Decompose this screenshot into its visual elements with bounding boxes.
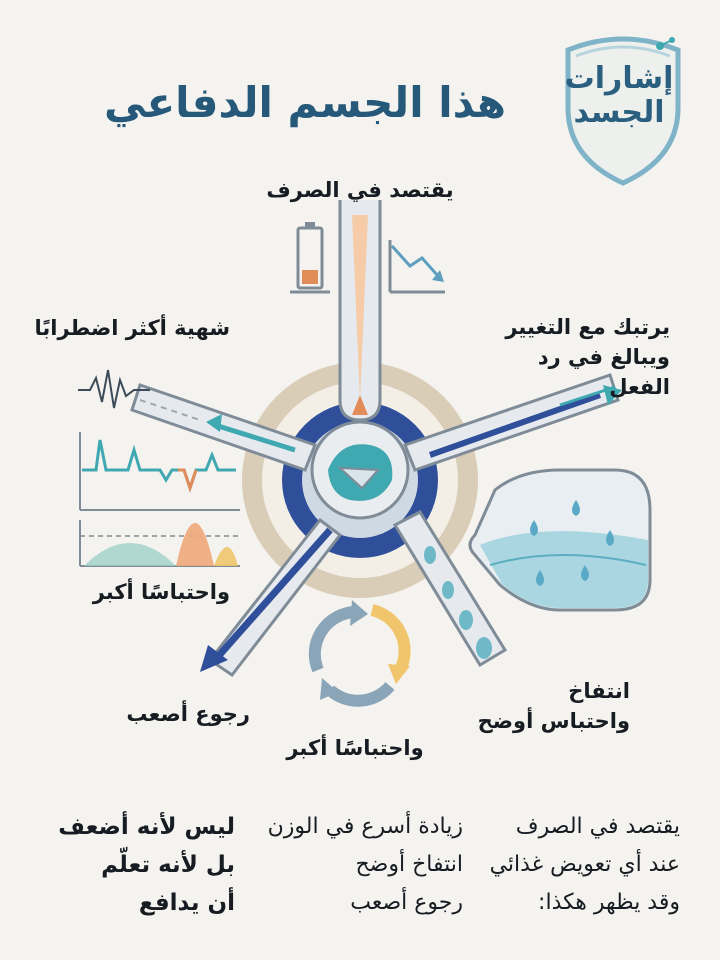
label-bottom-center: واحتباسًا أكبر	[286, 736, 424, 760]
down-trend-icon	[390, 240, 445, 292]
bottom-right-line-3: وقد يظهر هكذا:	[538, 890, 680, 915]
bottom-middle-line-1: زيادة أسرع في الوزن	[267, 814, 463, 839]
label-bottom-right	[450, 676, 630, 736]
label-left-lower: واحتباسًا أكبر	[92, 580, 230, 604]
bottom-left-line-1: ليس لأنه أضعف	[58, 814, 235, 840]
water-drops-icon	[470, 470, 650, 610]
line-chart-icon	[80, 432, 240, 510]
bottom-right-line-1: يقتصد في الصرف	[515, 814, 680, 839]
tube-top	[340, 200, 380, 420]
label-top: يقتصد في الصرف	[266, 178, 454, 202]
logo-line-1: إشارات	[564, 61, 674, 96]
label-bottom-right-line-2: واحتباس أوضح	[477, 709, 630, 733]
battery-icon	[290, 222, 330, 292]
bottom-right-line-2: عند أي تعويض غذائي	[489, 852, 680, 877]
bottom-middle-line-2: انتفاخ أوضح	[355, 852, 463, 877]
label-right	[470, 312, 670, 402]
bottom-text-middle	[258, 808, 463, 922]
page-title: هذا الجسم الدفاعي	[103, 78, 506, 127]
label-left-upper: شهية أكثر اضطرابًا	[34, 316, 230, 340]
label-bottom-right-line-1: انتفاخ	[568, 679, 630, 703]
bottom-left-line-3: أن يدافع	[138, 890, 235, 916]
bottom-text-left	[40, 808, 235, 922]
bottom-text-right	[470, 808, 680, 922]
bottom-left-line-2: بل لأنه تعلّم	[101, 852, 235, 878]
label-bottom-left: رجوع أصعب	[126, 702, 250, 726]
label-right-line-1: يرتبك مع التغيير	[505, 315, 670, 339]
logo-line-2: الجسد	[573, 95, 665, 130]
bottom-middle-line-3: رجوع أصعب	[350, 890, 463, 915]
bell-curve-icon	[80, 520, 240, 566]
label-right-line-2: ويبالغ في رد الفعل	[537, 345, 670, 399]
cycle-arrows-icon	[315, 600, 410, 701]
